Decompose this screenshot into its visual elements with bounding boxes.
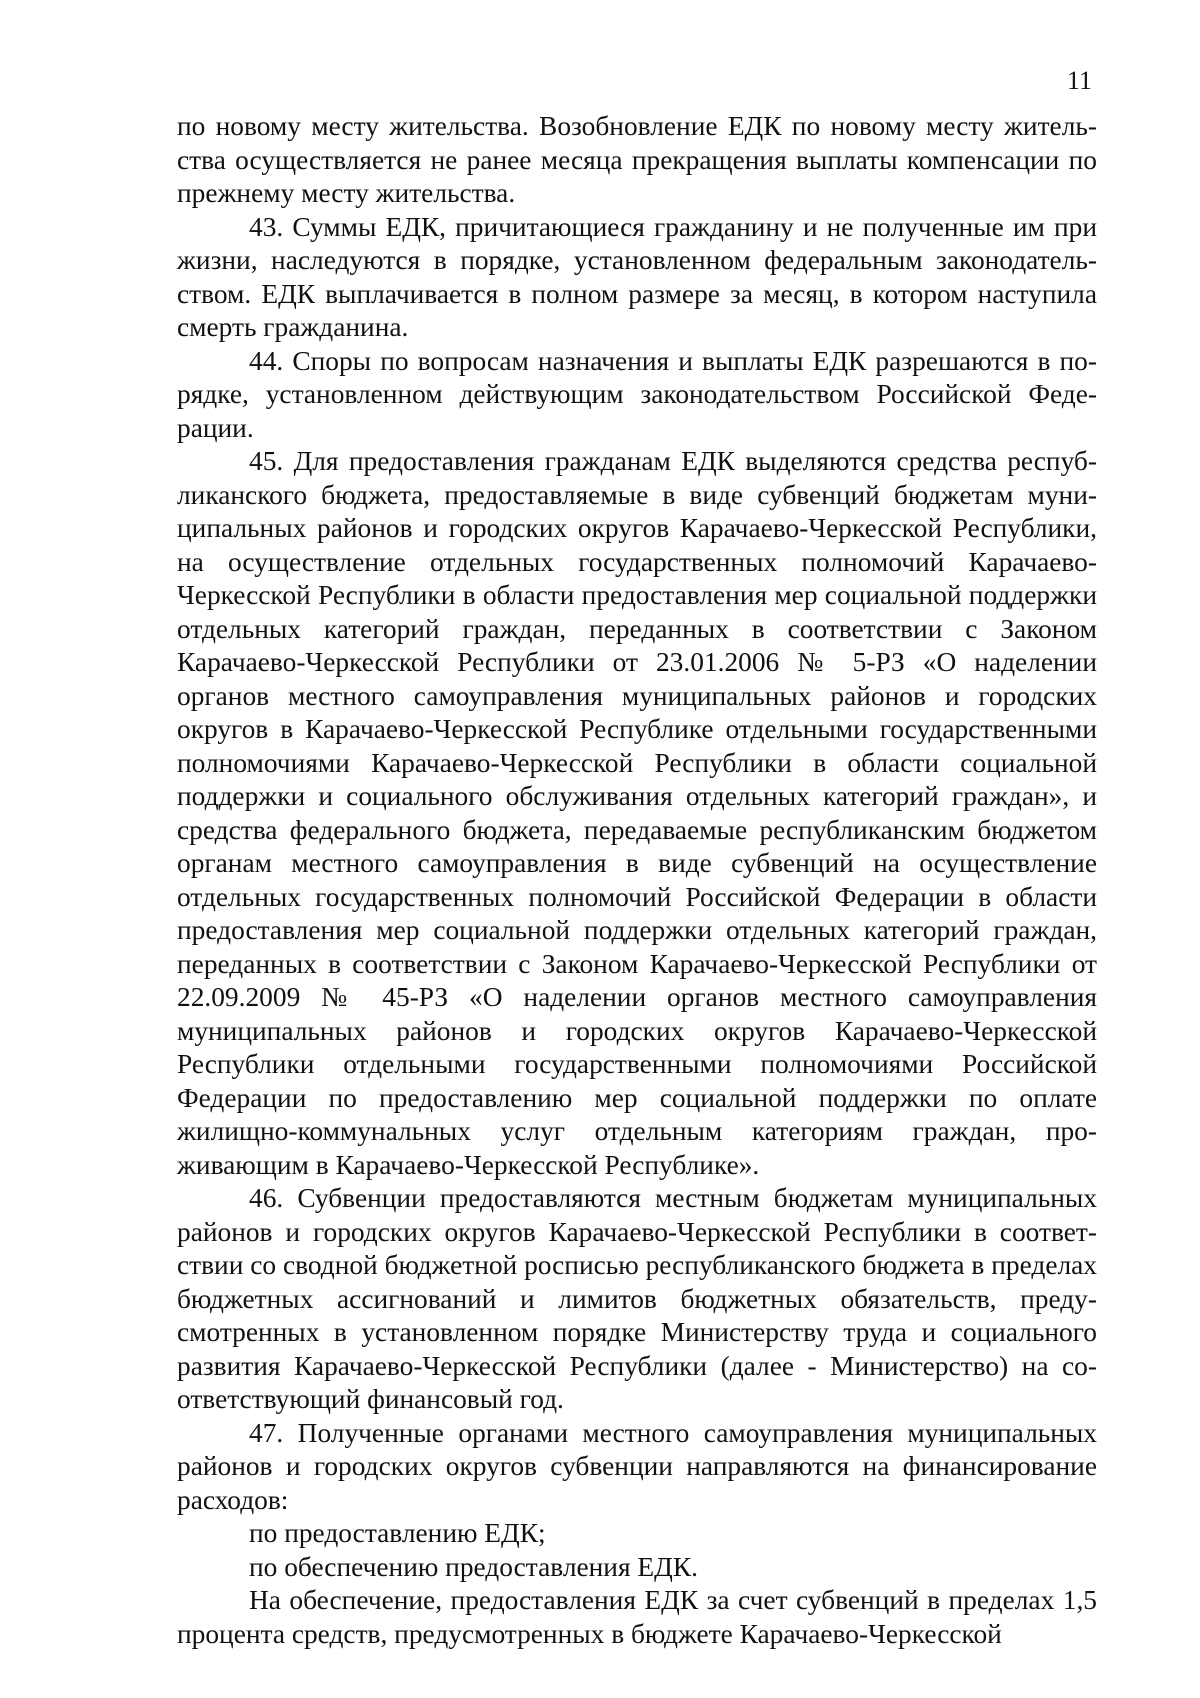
paragraph-47-item-1: по предоставлению ЕДК;: [249, 1518, 546, 1548]
page-number: 11: [1066, 66, 1092, 95]
paragraph-46: 46. Субвенции предоставляются местным бюджетам муниципальных районов и городских округов Карачаево-Черкесской Республики в соответствии со сводной бюджетной росписью республиканского бюджета в пределах бюджетных ассигнований и лимитов бюджетных обязательств, предусмотренных в установленном порядке Министерству труда и социального развития Карачаево-Черкесской Республики (далее - Министерство) на соответствующий финансовый год.: [177, 1183, 1097, 1414]
paragraph-45: 45. Для предоставления гражданам ЕДК выделяются средства республиканского бюджета, предоставляемые в виде субвенций бюджетам муниципальных районов и городских округов Карачаево-Черкесской Республики, на осуществление отдельных государственных полномочий Карачаево-Черкесской Республики в области предоставления мер социальной поддержки отдельных категорий граждан, переданных в соответствии с Законом Карачаево-Черкесской Республики от 23.01.2006 № 5-РЗ «О наделении органов местного самоуправления муниципальных районов и городских округов в Карачаево-Черкесской Республике отдельными государственными полномочиями Карачаево-Черкесской Республики в области социальной поддержки и социального обслуживания отдельных категорий граждан», и средства федерального бюджета, передаваемые республиканским бюджетом органам местного самоуправления в виде субвенций на осуществление отдельных государственных полномочий Российской Федерации в области предоставления мер социальной поддержки отдельных категорий граждан, переданных в соответствии с Законом Карачаево-Черкесской Республики от 22.09.2009 № 45-РЗ «О наделении органов местного самоуправления муниципальных районов и городских округов Карачаево-Черкесской Республики отдельными государственными полномочиями Российской Федерации по предоставлению мер социальной поддержки по оплате жилищно-коммунальных услуг отдельным категориям граждан, проживающим в Карачаево-Черкесской Республике».: [177, 446, 1097, 1180]
paragraph-funding: На обеспечение, предоставления ЕДК за счет субвенций в пределах 1,5 процента средств, предусмотренных в бюджете Карачаево-Черкесской: [177, 1585, 1097, 1649]
document-body: [177, 110, 1097, 1651]
paragraph-44: 44. Споры по вопросам назначения и выплаты ЕДК разрешаются в порядке, установленном действующим законодательством Российской Федерации.: [177, 345, 1097, 443]
paragraph-47: 47. Полученные органами местного самоуправления муниципальных районов и городских округов субвенции направляются на финансирование расходов:: [177, 1417, 1097, 1515]
paragraph-47-item-2: по обеспечению предоставления ЕДК.: [249, 1551, 698, 1582]
paragraph-43: 43. Суммы ЕДК, причитающиеся гражданину и не полученные им при жизни, наследуются в порядке, установленном федеральным законодательством. ЕДК выплачивается в полном размере за месяц, в котором наступила смерть гражданина.: [177, 211, 1097, 342]
paragraph-continuation: по новому месту жительства. Возобновление ЕДК по новому месту жительства осуществляется не ранее месяца прекращения выплаты компенсации по прежнему месту жительства.: [177, 111, 1097, 208]
